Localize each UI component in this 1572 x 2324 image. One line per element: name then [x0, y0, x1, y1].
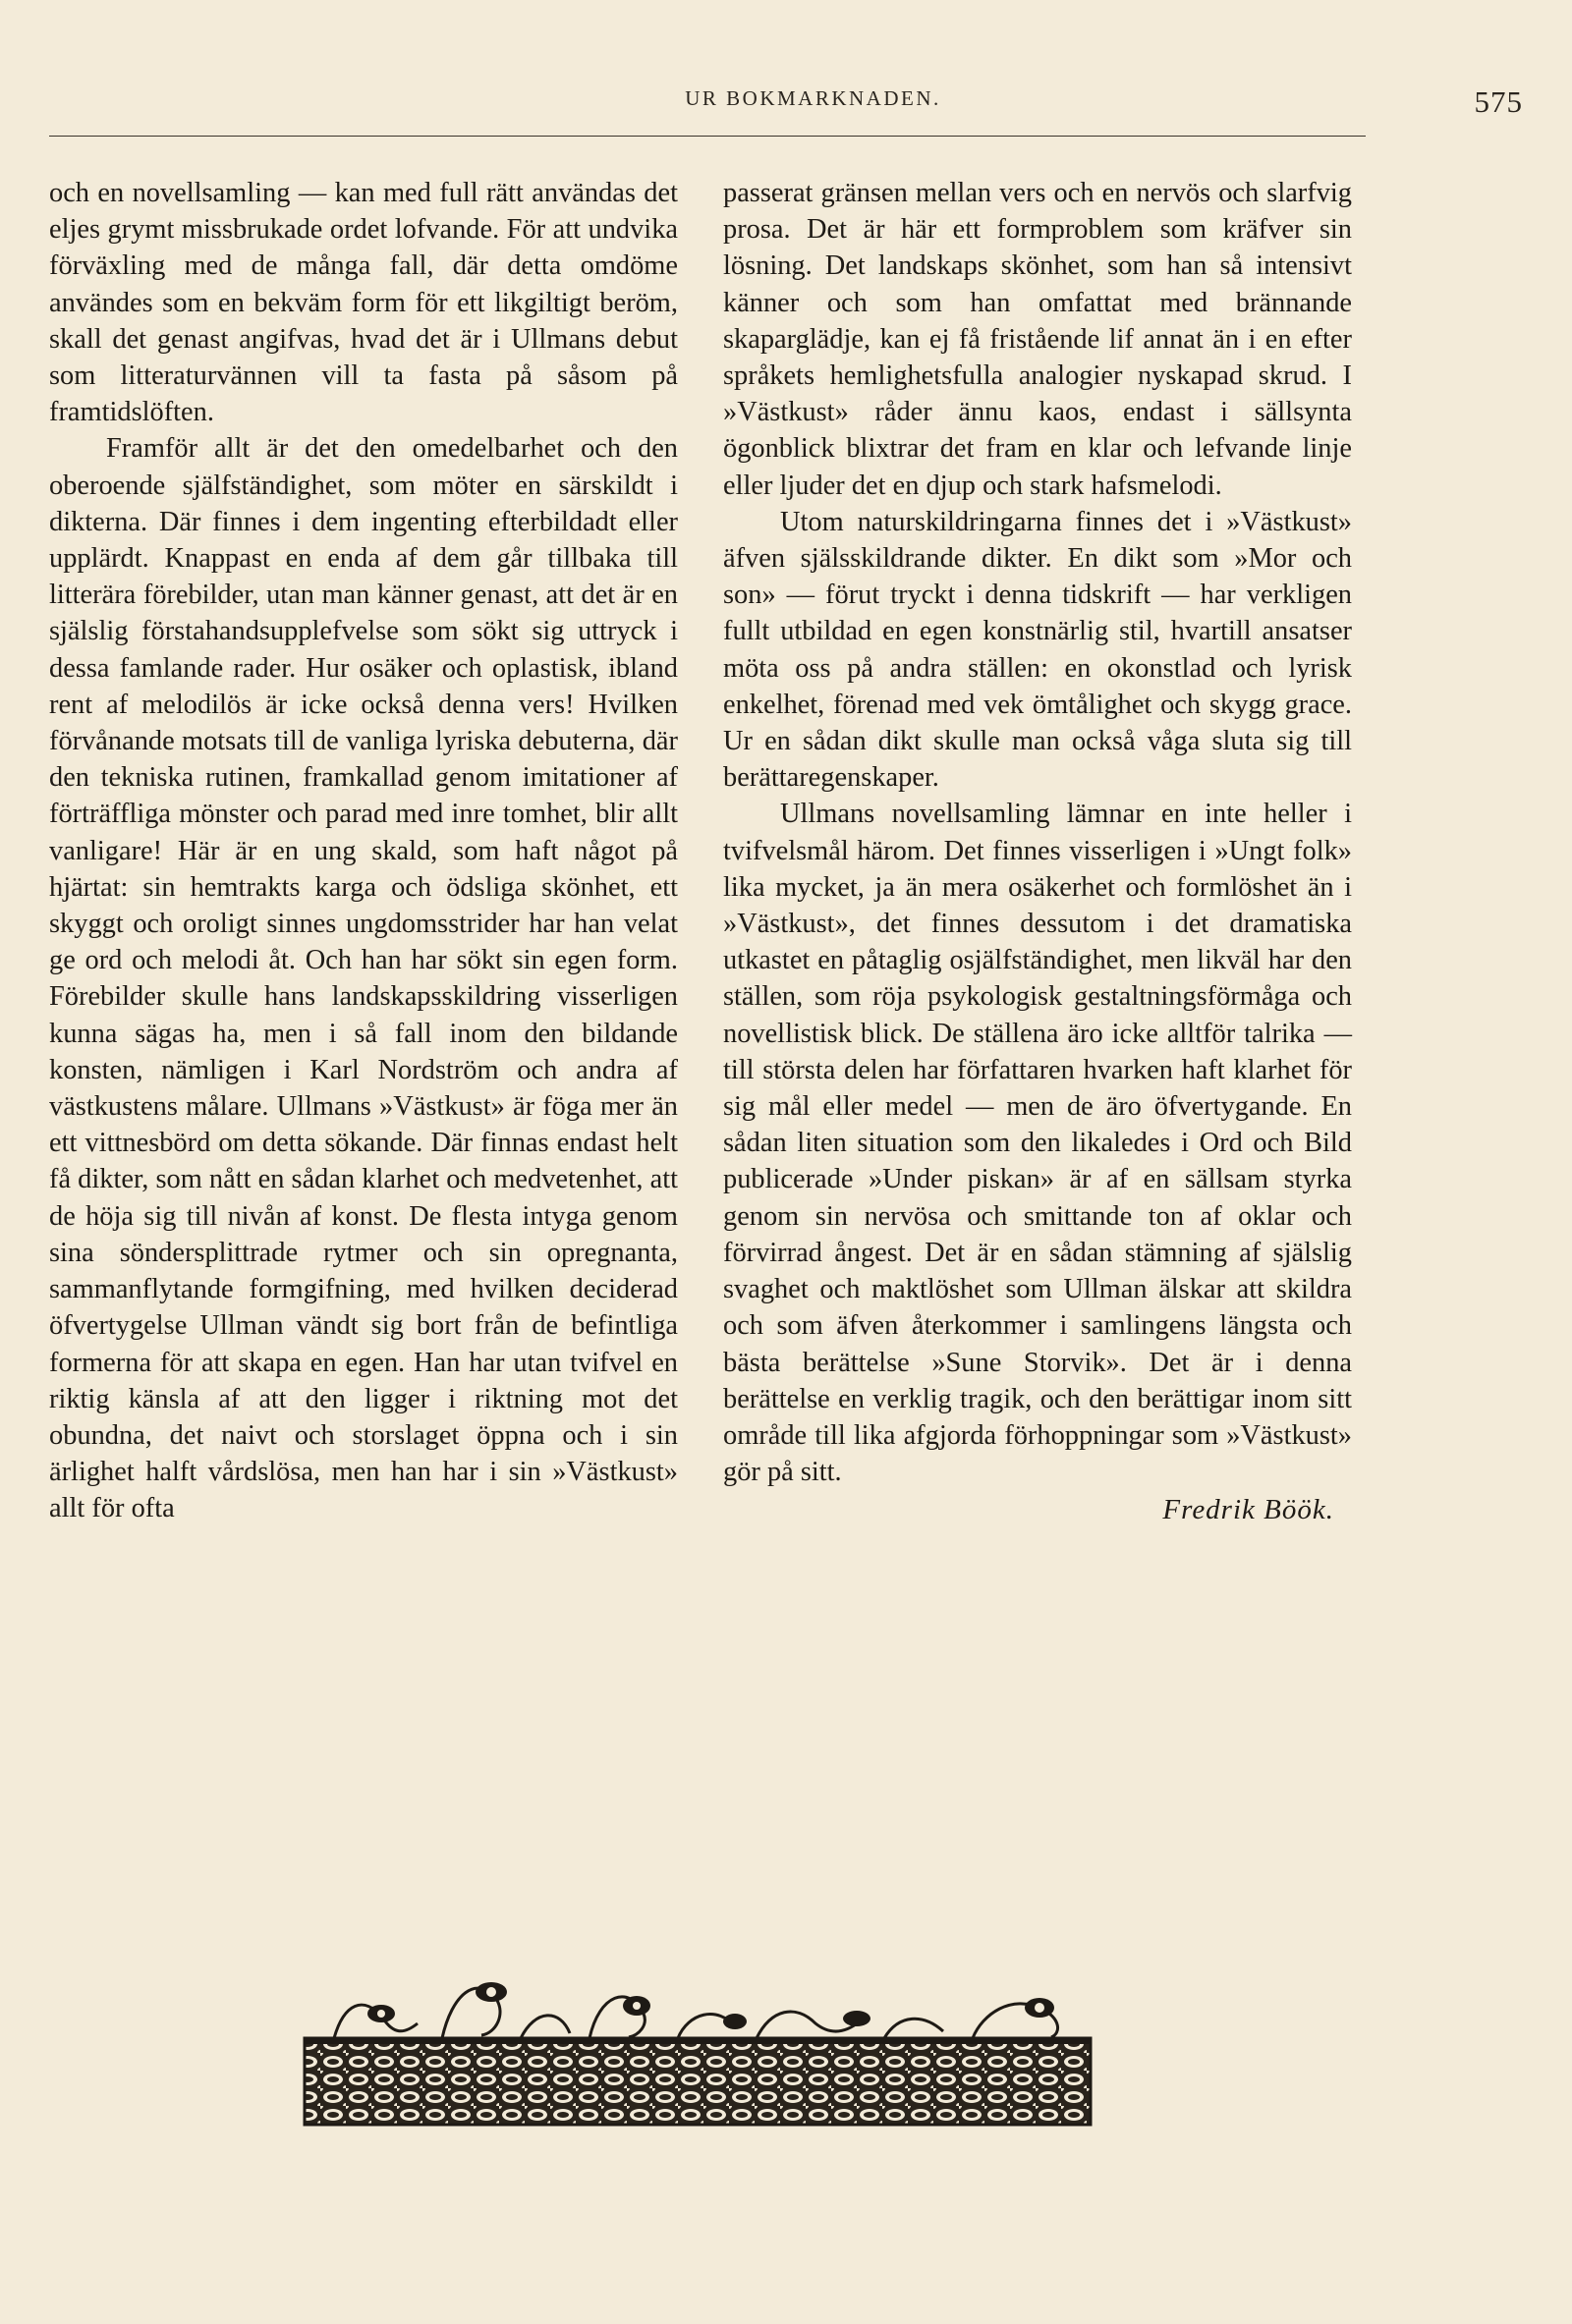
paragraph: Ullmans novellsamling lämnar en inte heller i tvifvelsmål härom. Det finnes visserligen i »Ungt folk» lika mycket, ja än mera osäkerhet och formlöshet än i »Västkust», det finnes dessutom i det dramatiska utkastet en påtaglig osjälfständighet, men likväl har den ställen, som röja psykologisk gestaltningsförmåga och novellistisk blick. De ställena äro icke alltför talrika — till största delen har författaren hvarken haft klarhet för sig mål eller medel — men de äro öfvertygande. En sådan liten situation som den likaledes i Ord och Bild publicerade »Under piskan» är af en sällsam styrka genom sin nervösa och smittande ton af oklar och förvirrad ångest. Det är en sådan stämning af själslig svaghet och maktlöshet som Ullman älskar att skildra och som äfven återkommer i samlingens längsta och bästa berättelse »Sune Storvik». Det är i denna berättelse en verklig tragik, och den berättigar inom sitt område till lika afgjorda förhoppningar som »Västkust» gör på sitt. — [723, 799, 1352, 1488]
paragraph: Utom naturskildringarna finnes det i »Västkust» äfven själsskildrande dikter. En dikt som »Mor och son» — förut tryckt i denna tidskrift — har verkligen fullt utbildad en egen konstnärlig stil, hvartill ansatser möta oss på andra ställen: en okonstlad och lyrisk enkelhet, förenad med vek ömtålighet och skygg grace. Ur en sådan dikt skulle man också våga sluta sig till berättaregenskaper. — [723, 506, 1352, 794]
left-column — [49, 175, 678, 1527]
floral-vignette-icon — [295, 1964, 1100, 2131]
page-number: 575 — [1474, 84, 1523, 119]
paragraph: passerat gränsen mellan vers och en nervös och slarfvig prosa. Det är här ett formproblem som kräfver sin lösning. Det landskaps skönhet, som han så intensivt känner och som han omfattat med brännande skaparglädje, kan ej få fristående lif annat än i en efter språkets hemlighetsfulla analogier nyskapad skrud. I »Västkust» råder ännu kaos, endast i sällsynta ögonblick blixtrar det fram en klar och lefvande linje eller ljuder det en djup och stark hafsmelodi. — [723, 178, 1352, 501]
page-header — [49, 84, 1523, 126]
header-rule — [49, 136, 1366, 137]
author-signature: Fredrik Böök. — [1162, 1494, 1334, 1526]
running-head: UR BOKMARKNADEN. — [685, 86, 941, 110]
paragraph: Framför allt är det den omedelbarhet och den oberoende själfständighet, som möter en särskildt i dikterna. Där finnes i dem ingenting efterbildadt eller upplärdt. Knappast en enda af dem går tillbaka till litterära förebilder, utan man känner genast, att det är en själslig förstahandsupplefvelse som sökt sig uttryck i dessa famlande rader. Hur osäker och oplastisk, ibland rent af melodilös är icke också denna vers! Hvilken förvånande motsats till de vanliga lyriska debuterna, där den tekniska rutinen, framkallad genom imitationer af förträffliga mönster och parad med inre tomhet, blir allt vanligare! Här är en ung skald, som haft något på hjärtat: sin hemtrakts karga och ödsliga skönhet, ett skyggt och oroligt sinnes ungdomsstrider har han velat ge ord och melodi åt. Och han har sökt sin egen form. Förebilder skulle hans landskapsskildring visserligen kunna sägas ha, men i så fall inom den bildande konsten, nämligen i Karl Nordström och andra af västkustens målare. Ullmans »Västkust» är föga mer än ett vittnesbörd om detta sökande. Där finnas endast helt få dikter, som nått en sådan klarhet och medvetenhet, att de höja sig till nivån af konst. De flesta intyga genom sina söndersplittrade rytmer och sin opregnanta, sammanflytande formgifning, med hvilken deciderad öfvertygelse Ullman vändt sig bort från de befintliga formerna för att skapa en egen. Han har utan tvifvel en riktig känsla af att den ligger i riktning mot det obundna, det naivt och storslaget öppna och i sin ärlighet halft vårdslösa, men han har i sin »Västkust» allt för ofta — [49, 433, 678, 1524]
paragraph: och en novellsamling — kan med full rätt användas det eljes grymt missbrukade ordet lofvande. För att undvika förväxling med de många fall, där detta omdöme användes som en bekväm form för ett likgiltigt beröm, skall det genast angifvas, hvad det är i Ullmans debut som litteraturvännen vill ta fasta på såsom på framtidslöften. — [49, 178, 678, 428]
right-column — [723, 175, 1352, 1529]
